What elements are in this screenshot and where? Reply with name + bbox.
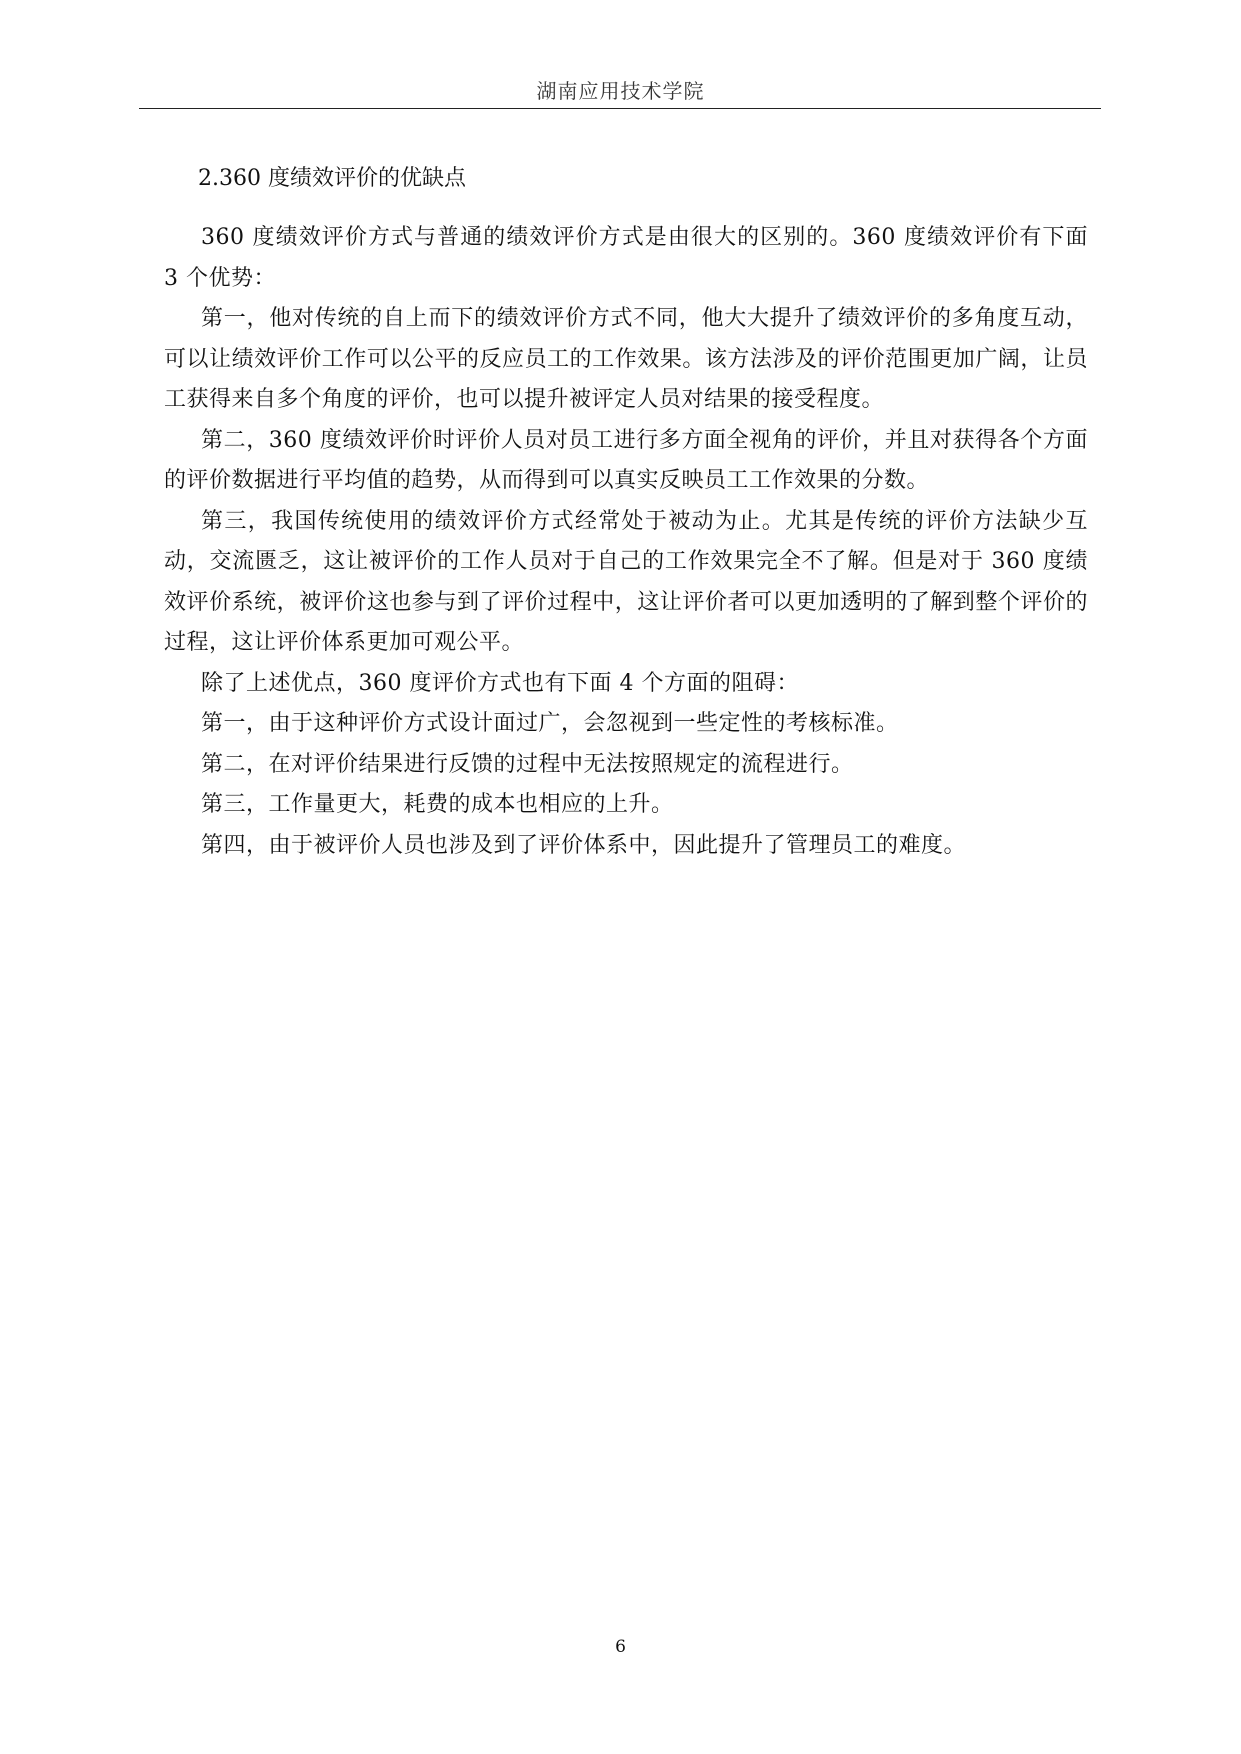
document-body <box>164 160 1088 866</box>
paragraph-advantage-2: 第二，360 度绩效评价时评价人员对员工进行多方面全视角的评价，并且对获得各个方面的评价数据进行平均值的趋势，从而得到可以真实反映员工工作效果的分数。 <box>164 427 1088 493</box>
paragraph-advantage-1: 第一，他对传统的自上而下的绩效评价方式不同，他大大提升了绩效评价的多角度互动，可以让绩效评价工作可以公平的反应员工的工作效果。该方法涉及的评价范围更加广阔，让员工获得来自多个角度的评价，也可以提升被评定人员对结果的接受程度。 <box>164 306 1088 412</box>
paragraph-advantage-3: 第三，我国传统使用的绩效评价方式经常处于被动为止。尤其是传统的评价方法缺少互动，交流匮乏，这让被评价的工作人员对于自己的工作效果完全不了解。但是对于 360 度绩效评价系统，被评价这也参与到了评价过程中，这让评价者可以更加透明的了解到整个评价的过程，这让评价体系更加可观公平。 <box>164 508 1088 655</box>
paragraph-disadvantage-3: 第三，工作量更大，耗费的成本也相应的上升。 <box>201 792 674 817</box>
paragraph-disadvantage-1: 第一，由于这种评价方式设计面过广，会忽视到一些定性的考核标准。 <box>201 711 899 736</box>
page-number: 6 <box>615 1637 626 1657</box>
paragraph-intro: 360 度绩效评价方式与普通的绩效评价方式是由很大的区别的。360 度绩效评价有下面 3 个优势： <box>164 225 1088 291</box>
header-divider <box>139 108 1101 109</box>
paragraph-disadvantage-4: 第四，由于被评价人员也涉及到了评价体系中，因此提升了管理员工的难度。 <box>201 832 967 858</box>
running-header: 湖南应用技术学院 <box>536 79 705 103</box>
paragraph-disadvantage-2: 第二，在对评价结果进行反馈的过程中无法按照规定的流程进行。 <box>201 751 854 777</box>
paragraph-disadvantages-intro: 除了上述优点，360 度评价方式也有下面 4 个方面的阻碍： <box>201 670 799 696</box>
section-heading: 2.360 度绩效评价的优缺点 <box>198 166 466 191</box>
